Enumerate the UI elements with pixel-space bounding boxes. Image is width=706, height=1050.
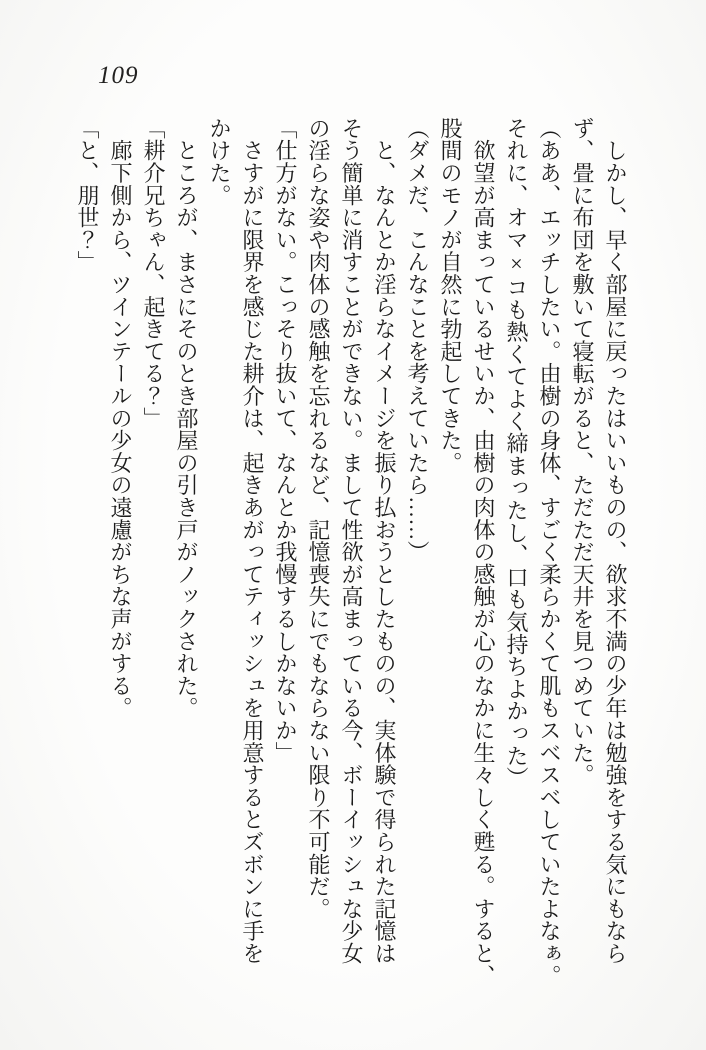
text-column-16: 廊下側から、ツインテールの少女の遠慮がちな声がする。: [108, 117, 133, 720]
text-column-12: さすがに限界を感じた耕介は、起きあがってティッシュを用意するとズボンに手を: [240, 117, 265, 965]
text-column-11: 「仕方がない。こっそり抜いて、なんとか我慢するしかないか」: [273, 117, 298, 764]
text-column-6: 股間のモノが自然に勃起してきた。: [438, 117, 463, 474]
text-column-1: しかし、早く部屋に戻ったはいいものの、欲求不満の少年は勉強をする気にもなら: [603, 117, 628, 965]
page-number: 109: [98, 62, 139, 89]
text-column-3: （ああ、エッチしたい。由樹の身体、すごく柔らかくて肌もスベスベしていたよなぁ。: [537, 117, 562, 987]
text-column-13: かけた。: [207, 117, 232, 207]
text-column-4: それに、オマ×コも熱くてよく締まったし、口も気持ちよかった）: [504, 117, 529, 789]
text-column-10: の淫らな姿や肉体の感触を忘れるなど、記憶喪失にでもならない限り不可能だ。: [306, 117, 331, 920]
text-column-5: 欲望が高まっているせいか、由樹の肉体の感触が心のなかに生々しく甦る。すると、: [471, 117, 496, 987]
text-column-2: ず、畳に布団を敷いて寝転がると、ただただ天井を見つめていた。: [570, 117, 595, 786]
text-column-9: そう簡単に消すことができない。まして性欲が高まっている今、ボーイッシュな少女: [339, 117, 364, 965]
text-column-15: 「耕介兄ちゃん、起きてる？」: [141, 117, 166, 430]
text-column-7: （ダメだ、こんなことを考えていたら……）: [405, 117, 430, 563]
text-column-14: ところが、まさにそのとき部屋の引き戸がノックされた。: [174, 117, 199, 720]
body-text: [71, 117, 632, 997]
text-column-17: 「と、朋世？」: [75, 117, 100, 274]
text-column-8: と、なんとか淫らなイメージを振り払おうとしたものの、実体験で得られた記憶は: [372, 117, 397, 965]
